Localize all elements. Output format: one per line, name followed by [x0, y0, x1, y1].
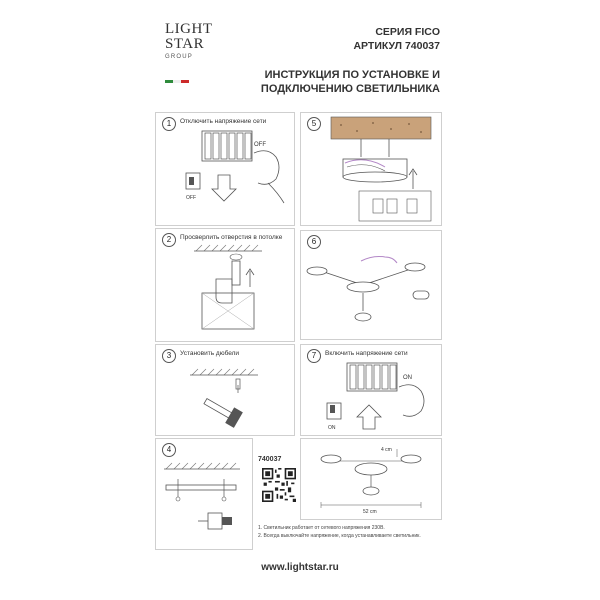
step-2-panel — [155, 228, 295, 342]
step-3-number: 3 — [162, 349, 176, 363]
step-6-number: 6 — [307, 235, 321, 249]
note-2: 2. Всегда выключайте напряжение, когда устанавливаете светильник. — [258, 533, 421, 539]
drilling-illustration — [156, 229, 294, 341]
screwdriver-icon — [198, 513, 232, 529]
step-4-number: 4 — [162, 443, 176, 457]
series-label: СЕРИЯ FICO — [375, 26, 440, 38]
website-link[interactable]: www.lightstar.ru — [261, 562, 339, 573]
logo-line2: STAR — [165, 36, 205, 52]
step-1-panel — [155, 112, 295, 226]
note-1: 1. Светильник работает от сетевого напряжения 230В. — [258, 525, 385, 531]
step-1-number: 1 — [162, 117, 176, 131]
on-small-badge: ON — [328, 425, 336, 431]
step-5-panel — [300, 112, 442, 226]
off-small-badge: OFF — [186, 195, 196, 201]
dimensions-panel — [300, 438, 442, 520]
height-dimension: 4 cm — [381, 447, 392, 453]
dimensions-drawing — [301, 439, 441, 519]
step-3-panel — [155, 344, 295, 436]
step-3-label: Установить дюбели — [180, 350, 240, 357]
arrow-down-icon — [212, 175, 236, 201]
on-badge: ON — [403, 375, 412, 381]
brand-logo — [165, 22, 225, 60]
arrow-up-icon — [357, 405, 381, 429]
logo-line1: LIGHT — [165, 21, 213, 37]
step-2-number: 2 — [162, 233, 176, 247]
logo-line3: GROUP — [165, 54, 194, 60]
step-7-label: Включить напряжение сети — [325, 350, 408, 357]
fixture-assembly-illustration — [301, 231, 441, 339]
title-line2: ПОДКЛЮЧЕНИЮ СВЕТИЛЬНИКА — [260, 83, 440, 95]
document-title — [140, 68, 440, 96]
dowel-illustration — [156, 345, 294, 435]
title-line1: ИНСТРУКЦИЯ ПО УСТАНОВКЕ И — [264, 69, 440, 81]
step-5-number: 5 — [307, 117, 321, 131]
hammer-icon — [201, 393, 243, 428]
mounting-bracket-illustration — [156, 439, 252, 549]
product-code: 740037 — [258, 456, 282, 463]
step-1-label: Отключить напряжение сети — [180, 118, 267, 125]
switchboard-on-illustration — [301, 345, 441, 435]
width-dimension: 52 cm — [363, 509, 377, 515]
off-badge: OFF — [254, 142, 266, 148]
step-7-panel — [300, 344, 442, 436]
switchboard-off-illustration — [156, 113, 294, 225]
qr-code-icon[interactable] — [262, 468, 296, 502]
wiring-illustration — [301, 113, 441, 225]
step-6-panel — [300, 230, 442, 340]
step-4-panel — [155, 438, 253, 550]
notes — [258, 524, 421, 540]
article-label: АРТИКУЛ 740037 — [353, 40, 440, 52]
step-2-label: Просверлить отверстия в потолке — [180, 234, 283, 241]
step-7-number: 7 — [307, 349, 321, 363]
